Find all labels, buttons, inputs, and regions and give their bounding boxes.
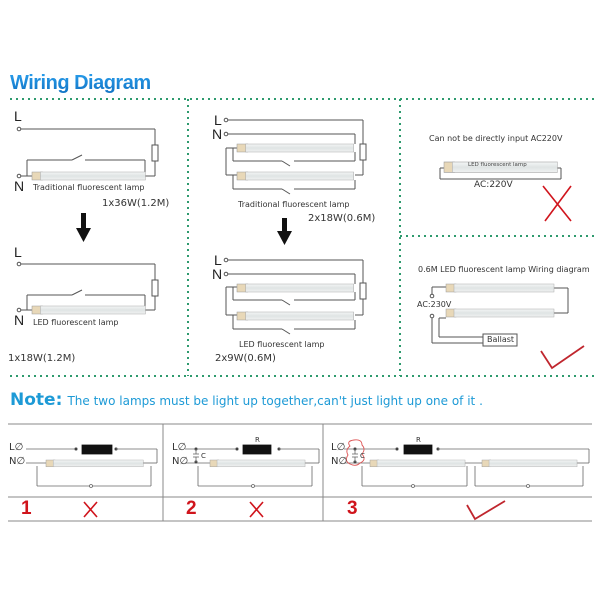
note — [10, 390, 483, 410]
voltage-label: AC:230V — [417, 300, 452, 309]
l-terminal-label: L — [14, 108, 22, 124]
capacitor-label: C — [360, 452, 365, 460]
lamp-label: Traditional fluorescent lamp — [33, 183, 145, 192]
l-terminal-label: L — [214, 112, 222, 128]
diagram-traditional-double — [224, 118, 366, 194]
l-terminal-label: L∅ — [172, 442, 187, 453]
example-number: 2 — [186, 498, 197, 519]
diagram-led-double — [224, 258, 366, 334]
example-number: 1 — [21, 498, 32, 519]
l-terminal-label: L — [14, 244, 22, 260]
examples-grid — [8, 424, 592, 521]
n-terminal-label: N∅ — [172, 456, 189, 467]
correct-check-icon — [541, 346, 584, 368]
panel-heading: 0.6M LED fluorescent lamp Wiring diagram — [418, 265, 590, 274]
voltage-label: AC:220V — [474, 180, 513, 190]
l-terminal-label: L∅ — [9, 442, 24, 453]
l-terminal-label: L∅ — [331, 442, 346, 453]
wrong-cross-icon — [543, 186, 571, 221]
lamp-label: LED fluorescent lamp — [33, 318, 119, 327]
note-label: Note: — [10, 390, 63, 410]
resistor-label: R — [416, 436, 421, 444]
example-number: 3 — [347, 498, 358, 519]
n-terminal-label: N∅ — [9, 456, 26, 467]
panel-heading: Can not be directly input AC220V — [429, 134, 563, 143]
tube-label: LED fluorescent lamp — [468, 162, 527, 168]
l-terminal-label: L — [214, 252, 222, 268]
wrong-cross-icon — [84, 502, 97, 517]
lamp-spec: 1x36W(1.2M) — [102, 198, 170, 209]
capacitor-label: C — [201, 452, 206, 460]
page-title: Wiring Diagram — [10, 72, 151, 94]
arrow-down-icon — [277, 218, 292, 245]
n-terminal-label: N — [212, 126, 223, 142]
lamp-label: Traditional fluorescent lamp — [238, 200, 350, 209]
lamp-label: LED fluorescent lamp — [239, 340, 325, 349]
diagram-traditional-single — [17, 127, 158, 178]
diagram-led-single — [17, 262, 158, 312]
lamp-spec: 2x18W(0.6M) — [308, 213, 376, 224]
lamp-spec: 2x9W(0.6M) — [215, 353, 276, 364]
lamp-spec: 1x18W(1.2M) — [8, 353, 76, 364]
wrong-cross-icon — [250, 502, 263, 517]
n-terminal-label: N — [14, 178, 25, 194]
n-terminal-label: N∅ — [331, 456, 348, 467]
correct-check-icon — [467, 501, 505, 519]
n-terminal-label: N — [14, 312, 25, 328]
resistor-label: R — [255, 436, 260, 444]
arrow-down-icon — [76, 213, 91, 242]
ballast-label: Ballast — [487, 335, 515, 344]
note-text: The two lamps must be light up together,can't just light up one of it . — [67, 394, 483, 408]
n-terminal-label: N — [212, 266, 223, 282]
